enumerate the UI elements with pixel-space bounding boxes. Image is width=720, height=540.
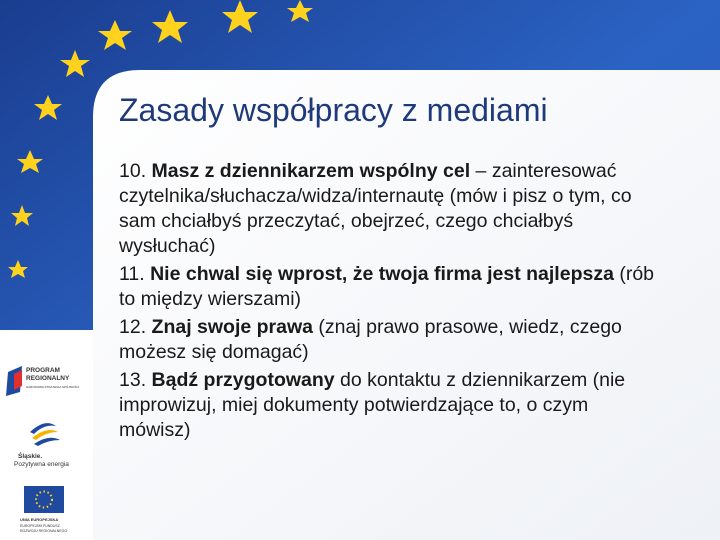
sponsor-logos — [0, 0, 93, 540]
svg-text:REGIONALNY: REGIONALNY — [26, 375, 70, 382]
svg-text:NARODOWA STRATEGIA SPÓJNOŚCI: NARODOWA STRATEGIA SPÓJNOŚCI — [26, 385, 80, 389]
list-item: 10. Masz z dziennikarzem wspólny cel – zainteresować czytelnika/słuchacza/widza/internautę (mów i pisz o tym, co sam chciałbyś przeczytać, obejrzeć, czego chciałbyś wysłuchać) — [119, 160, 632, 257]
slide-title: Zasady współpracy z mediami — [119, 92, 548, 128]
svg-text:PROGRAM: PROGRAM — [26, 367, 60, 374]
list-item: 13. Bądź przygotowany do kontaktu z dziennikarzem (nie improwizuj, miej dokumenty potwierdzające to, o czym mówisz) — [119, 369, 626, 441]
svg-text:Pozytywna energia: Pozytywna energia — [14, 461, 69, 468]
eu-flag-logo — [20, 486, 67, 533]
slaskie-logo — [14, 423, 69, 468]
svg-text:EUROPEJSKI FUNDUSZ: EUROPEJSKI FUNDUSZ — [20, 524, 60, 528]
svg-text:Śląskie.: Śląskie. — [18, 453, 43, 460]
svg-text:ROZWOJU REGIONALNEGO: ROZWOJU REGIONALNEGO — [20, 529, 68, 533]
list-item: 11. Nie chwal się wprost, że twoja firma jest najlepsza (rób to między wierszami) — [119, 263, 655, 310]
program-regionalny-logo — [6, 366, 80, 396]
list-item: 12. Znaj swoje prawa (znaj prawo prasowe, wiedz, czego możesz się domagać) — [119, 316, 622, 363]
rules-list — [119, 159, 659, 446]
svg-text:UNIA EUROPEJSKA: UNIA EUROPEJSKA — [20, 517, 59, 522]
